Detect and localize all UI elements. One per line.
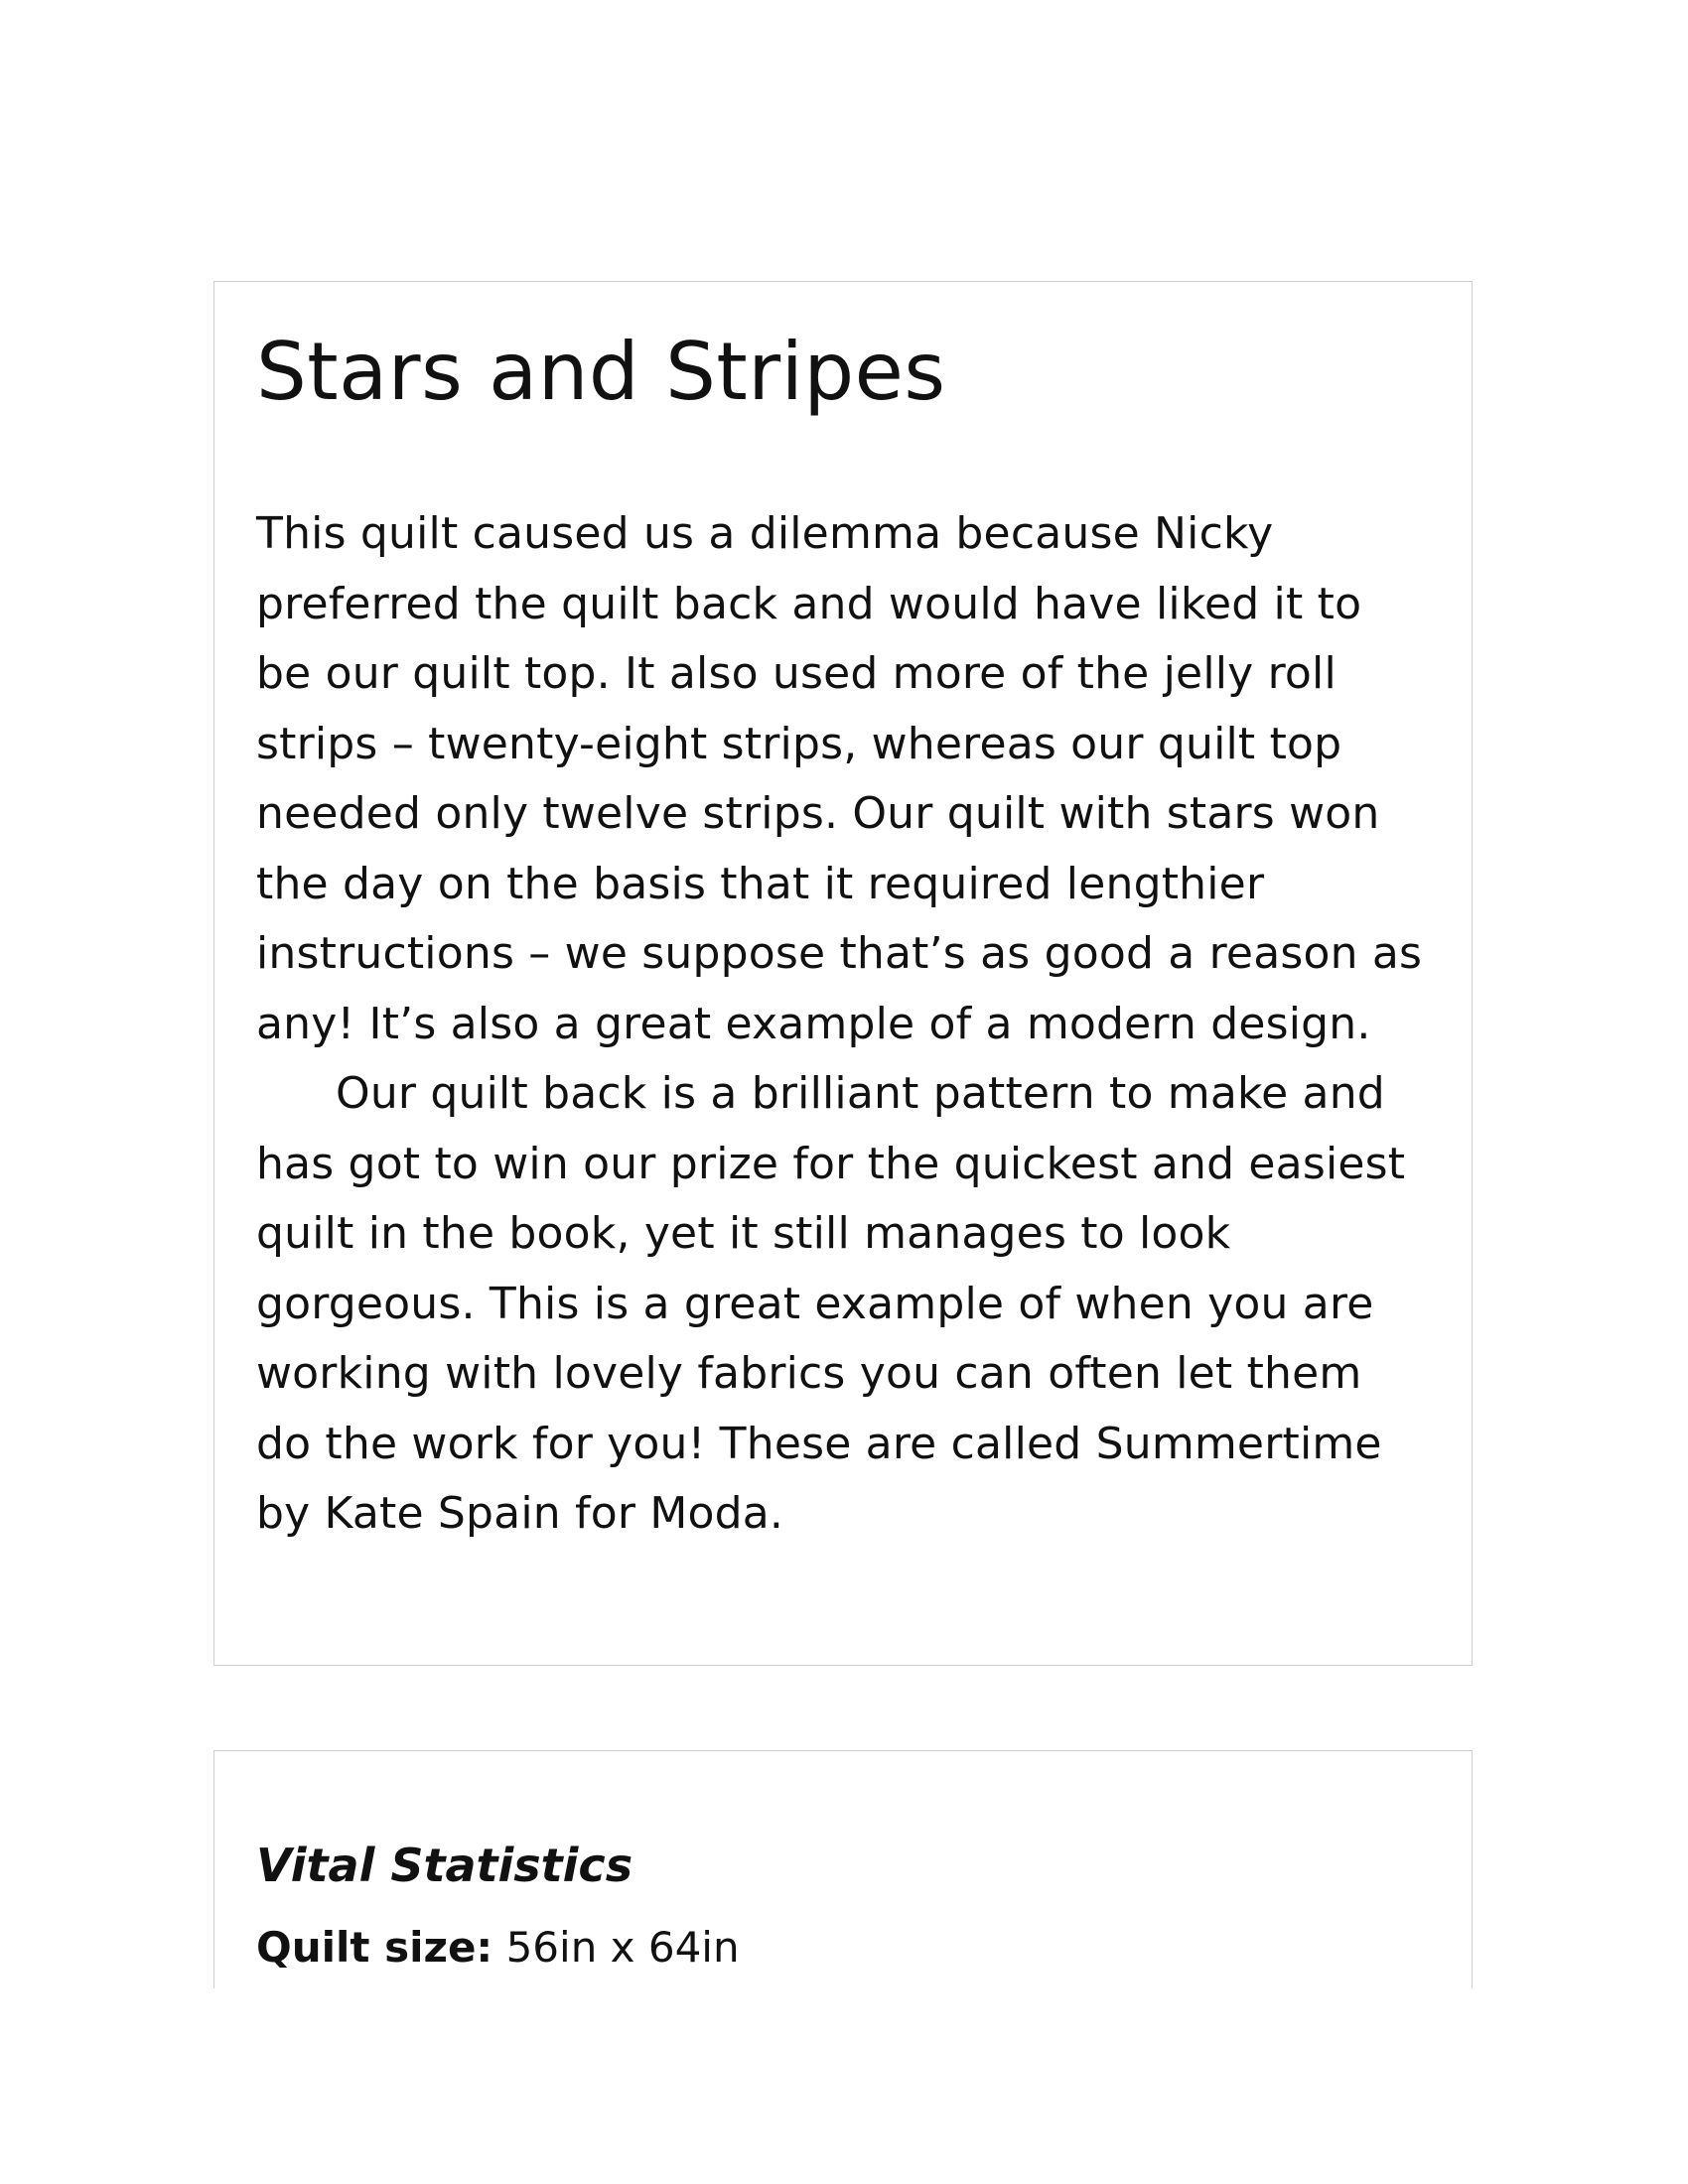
intro-card <box>213 281 1473 1666</box>
quilt-size-value: 56in x 64in <box>505 1923 740 1972</box>
intro-text <box>256 499 1430 1550</box>
page-title: Stars and Stripes <box>256 326 946 418</box>
quilt-back-paragraph: Our quilt back is a brilliant pattern to make and has got to win our prize for the quickest and easiest quilt in the book, yet it still manages to look gorgeous. This is a great example of when you are working with lovely fabrics you can often let them do the work for you! These are called Summertime by Kate Spain for Moda. <box>256 1068 1406 1539</box>
quilt-size-label: Quilt size: <box>256 1923 493 1972</box>
intro-paragraph: This quilt caused us a dilemma because Nicky preferred the quilt back and would have liked it to be our quilt top. It also used more of the jelly roll strips – twenty-eight strips, whereas our quilt top needed only twelve strips. Our quilt with stars won the day on the basis that it required lengthier instructions – we suppose that’s as good a reason as any! It’s also a great example of a modern design. <box>256 508 1423 1049</box>
vital-statistics-heading: Vital Statistics <box>256 1839 633 1892</box>
vital-statistics-card <box>213 1750 1473 1988</box>
quilt-size-row <box>256 1923 740 1973</box>
